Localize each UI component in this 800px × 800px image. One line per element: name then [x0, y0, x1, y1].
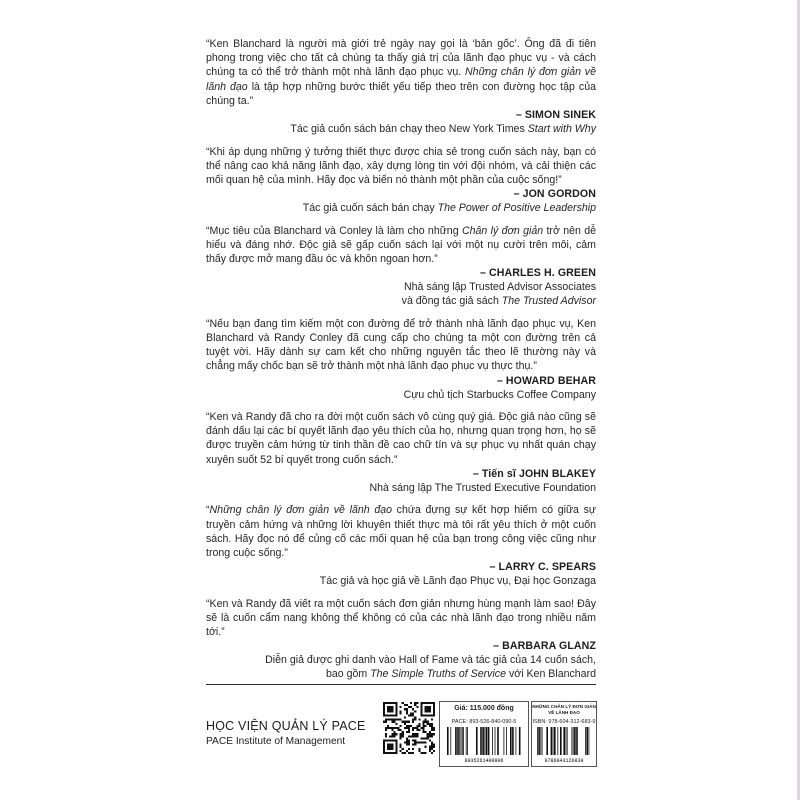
review-author-desc: Diễn giả được ghi danh vào Hall of Fame và tác giả của 14 cuốn sách,: [265, 654, 596, 667]
isbn-number: ISBN: 978-604-312-683-9: [532, 719, 596, 725]
review-howard-behar: [206, 317, 596, 402]
review-quote: “Ken và Randy đã cho ra đời một cuốn sách vô cùng quý giá. Độc giả nào cũng sẽ đánh dấu lại các bí quyết lãnh đạo yêu thích của họ, nhưng quan trọng hơn, họ sẽ được truyền cảm hứng từ tinh thần đề cao chữ tín và sự phục vụ nhất quán chạy xuyên suốt 52 bí quyết trong cuốn sách.”: [206, 411, 596, 466]
publisher-name-en: PACE Institute of Management: [206, 736, 346, 747]
isbn-barcode-box: [531, 701, 597, 767]
review-quote: “Mục tiêu của Blanchard và Conley là làm cho những Chân lý đơn giản trở nên dễ hiểu và đáng nhớ. Độc giả sẽ gấp cuốn sách lại với một nụ cười trên môi, cảm thấy được mở mang đầu óc và khôn ngoan hơn.”: [206, 224, 597, 266]
footer-divider: [206, 684, 596, 685]
review-author-desc: Cựu chủ tịch Starbucks Coffee Company: [403, 388, 596, 401]
review-author: – BARBARA GLANZ: [493, 640, 596, 653]
review-charles-green: [206, 224, 596, 309]
review-author-desc: Nhà sáng lập The Trusted Executive Foundation: [369, 481, 596, 494]
review-quote: “Khi áp dụng những ý tưởng thiết thực được chia sẻ trong cuốn sách này, bạn có thể nâng cao khả năng lãnh đạo, xây dựng lòng tin với đội nhóm, và cải thiện các mối quan hệ của mình. Hãy đọc và biến nó thành một phần của cuộc sống!”: [206, 145, 596, 186]
review-author: – SIMON SINEK: [515, 109, 596, 122]
review-quote: “Ken và Randy đã viết ra một cuốn sách đơn giản nhưng hùng mạnh làm sao! Đây sẽ là cuốn cẩm nang không thể không có của các nhà lãnh đạo trong nhiều năm tới.”: [206, 597, 596, 639]
reviews-list: [206, 37, 596, 690]
review-jon-gordon: [206, 145, 596, 216]
review-author-desc: Tác giả cuốn sách bán chạy theo New York Times Start with Why: [290, 123, 596, 136]
review-quote: “Nếu bạn đang tìm kiếm một con đường để trở thành nhà lãnh đạo phục vụ, Ken Blanchard và Randy Conley đã cung cấp cho chúng ta một con đường trên cả tuyệt vời. Hãy dành sự cam kết cho những nguyên tắc theo lẽ thường này và chẳng mấy chốc bạn sẽ trở thành một nhà lãnh đạo phục vụ thực thụ.”: [206, 317, 596, 373]
publisher-name-vi: HỌC VIỆN QUẢN LÝ PACE: [206, 719, 366, 733]
review-author-desc: Tác giả cuốn sách bán chạy The Power of Positive Leadership: [302, 202, 596, 215]
price-label: Giá: 115.000 đồng: [454, 705, 514, 712]
isbn-pace: PACE: 893-526-840-090-5: [451, 719, 517, 725]
review-barbara-glanz: [206, 597, 596, 682]
review-author: – LARRY C. SPEARS: [489, 561, 596, 574]
barcode-icon: [446, 727, 522, 763]
qr-code-icon: [383, 702, 435, 754]
review-quote: “Những chân lý đơn giản về lãnh đạo chứa đựng sự kết hợp hiếm có giữa sự truyền cảm hứng và những lời khuyên thiết thực mà tôi rất yêu thích ở một cuốn sách. Hãy đọc nó để củng cố các mối quan hệ của bạn trong công việc cũng như trong cuộc sống.”: [206, 504, 596, 559]
review-author-desc: Tác giả và học giả về Lãnh đạo Phục vụ, Đại học Gonzaga: [319, 575, 596, 588]
review-simon-sinek: [206, 37, 596, 136]
barcode-icon: [536, 727, 592, 763]
review-author: – JON GORDON: [513, 188, 596, 201]
review-author-desc-line2: bao gồm The Simple Truths of Service với Ken Blanchard: [326, 668, 596, 681]
price-barcode-box: [439, 701, 529, 767]
review-author: – HOWARD BEHAR: [496, 374, 596, 387]
review-quote: “Ken Blanchard là người mà giới trẻ ngày nay gọi là ‘bản gốc’. Ông đã đi tiên phong trong việc cho tất cả chúng ta thấy giá trị của lãnh đạo phục vụ - và cách chúng ta có thể trở thành một nhà lãnh đạo phục vụ. Những chân lý đơn giản về lãnh đạo là tập hợp những bước thiết yếu tiếp theo trên con đường học tập của chúng ta.”: [206, 38, 596, 107]
review-author-desc: Nhà sáng lập Trusted Advisor Associates: [404, 281, 596, 294]
review-john-blakey: [206, 410, 596, 495]
review-larry-spears: [206, 503, 596, 588]
review-author-desc-line2: và đồng tác giả sách The Trusted Advisor: [401, 295, 596, 308]
barcode-digits: 8935261400906: [464, 758, 504, 763]
book-title-small: NHỮNG CHÂN LÝ ĐƠN GIẢN VỀ LÃNH ĐẠO: [532, 704, 596, 715]
review-author: – CHARLES H. GREEN: [480, 267, 596, 280]
barcode-digits: 9786043126839: [544, 758, 584, 763]
review-author: – Tiến sĩ JOHN BLAKEY: [472, 467, 596, 480]
